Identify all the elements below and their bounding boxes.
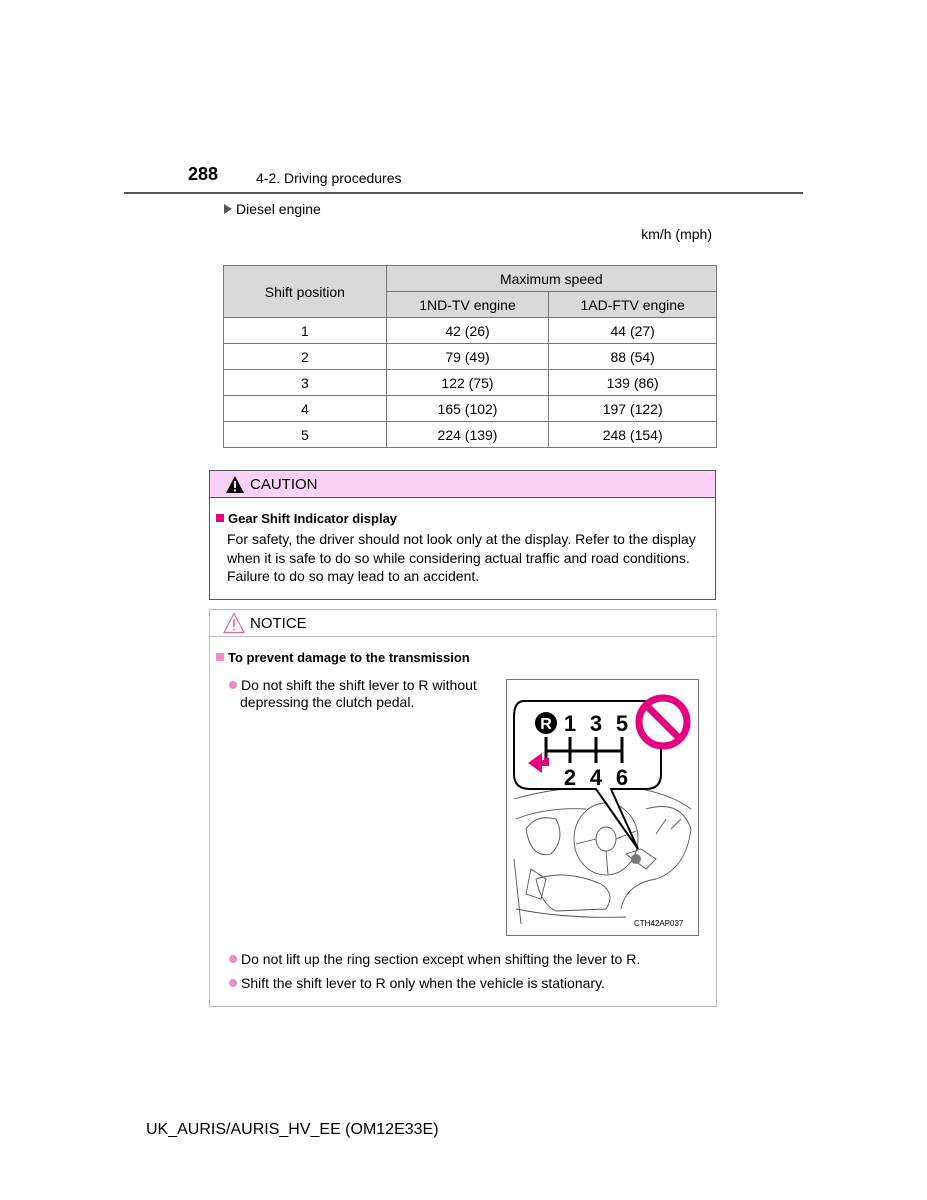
table-cell: 224 (139) <box>386 422 549 448</box>
notice-bullet-2 <box>229 951 640 967</box>
gear-label: 3 <box>589 711 603 736</box>
gear-label: 1 <box>563 711 577 736</box>
table-cell: 44 (27) <box>549 318 717 344</box>
illustration-code: CTH42AP037 <box>634 919 684 928</box>
gear-label: 4 <box>589 765 603 790</box>
table-cell: 88 (54) <box>549 344 717 370</box>
col-header-engine-1: 1ND-TV engine <box>386 292 549 318</box>
gear-label: 2 <box>563 765 577 790</box>
col-header-engine-2: 1AD-FTV engine <box>549 292 717 318</box>
unit-label: km/h (mph) <box>641 226 712 242</box>
warning-icon <box>225 475 245 494</box>
caution-line: Failure to do so may lead to an accident. <box>227 568 480 584</box>
table-cell: 248 (154) <box>549 422 717 448</box>
notice-warning-icon <box>223 612 245 634</box>
table-row <box>224 344 717 370</box>
notice-bullet-1 <box>229 676 495 694</box>
caution-label: CAUTION <box>250 476 318 493</box>
table-cell: 3 <box>224 370 387 396</box>
section-title: 4-2. Driving procedures <box>256 170 402 186</box>
square-bullet-icon <box>216 653 224 661</box>
subheading-text: Diesel engine <box>236 201 321 217</box>
table-cell: 122 (75) <box>386 370 549 396</box>
caution-line: For safety, the driver should not look only at the display. Refer to the display <box>227 531 696 547</box>
table-cell: 165 (102) <box>386 396 549 422</box>
subheading <box>224 201 321 217</box>
table-cell: 197 (122) <box>549 396 717 422</box>
bullet-icon <box>229 955 237 963</box>
notice-bullet-1-line-1: Do not shift the shift lever to R without <box>241 677 477 693</box>
table-cell: 2 <box>224 344 387 370</box>
page-number: 288 <box>188 164 219 184</box>
col-header-shift-position: Shift position <box>224 266 387 318</box>
gear-label-r: R <box>540 716 552 733</box>
notice-header-rule <box>210 636 716 637</box>
notice-title <box>216 650 470 665</box>
footer: UK_AURIS/AURIS_HV_EE (OM12E33E) <box>146 1121 439 1138</box>
square-bullet-icon <box>216 514 224 522</box>
table-row <box>224 396 717 422</box>
bullet-icon <box>229 681 237 689</box>
notice-bullet-3-text: Shift the shift lever to R only when the vehicle is stationary. <box>241 975 605 991</box>
table-cell: 5 <box>224 422 387 448</box>
table-row <box>224 318 717 344</box>
table-cell: 4 <box>224 396 387 422</box>
table-cell: 139 (86) <box>549 370 717 396</box>
notice-bullet-2-text: Do not lift up the ring section except when shifting the lever to R. <box>241 951 641 967</box>
notice-title-text: To prevent damage to the transmission <box>228 650 470 665</box>
caution-title-text: Gear Shift Indicator display <box>228 511 398 526</box>
table-row <box>224 370 717 396</box>
bullet-icon <box>229 979 237 987</box>
table-cell: 79 (49) <box>386 344 549 370</box>
shift-lever-illustration <box>506 679 699 936</box>
caution-line: when it is safe to do so while considering actual traffic and road conditions. <box>227 550 690 566</box>
prohibited-icon <box>639 698 687 746</box>
speed-table <box>223 265 717 448</box>
gear-label: 5 <box>615 711 629 736</box>
table-cell: 42 (26) <box>386 318 549 344</box>
gear-label: 6 <box>615 765 629 790</box>
group-header-max-speed: Maximum speed <box>386 266 716 292</box>
notice-label: NOTICE <box>250 615 307 632</box>
header-rule <box>124 192 803 194</box>
caution-title <box>216 511 397 526</box>
notice-bullet-3 <box>229 975 605 991</box>
triangle-right-icon <box>224 204 232 214</box>
notice-bullet-1-line-2: depressing the clutch pedal. <box>240 694 415 710</box>
table-row <box>224 422 717 448</box>
table-cell: 1 <box>224 318 387 344</box>
